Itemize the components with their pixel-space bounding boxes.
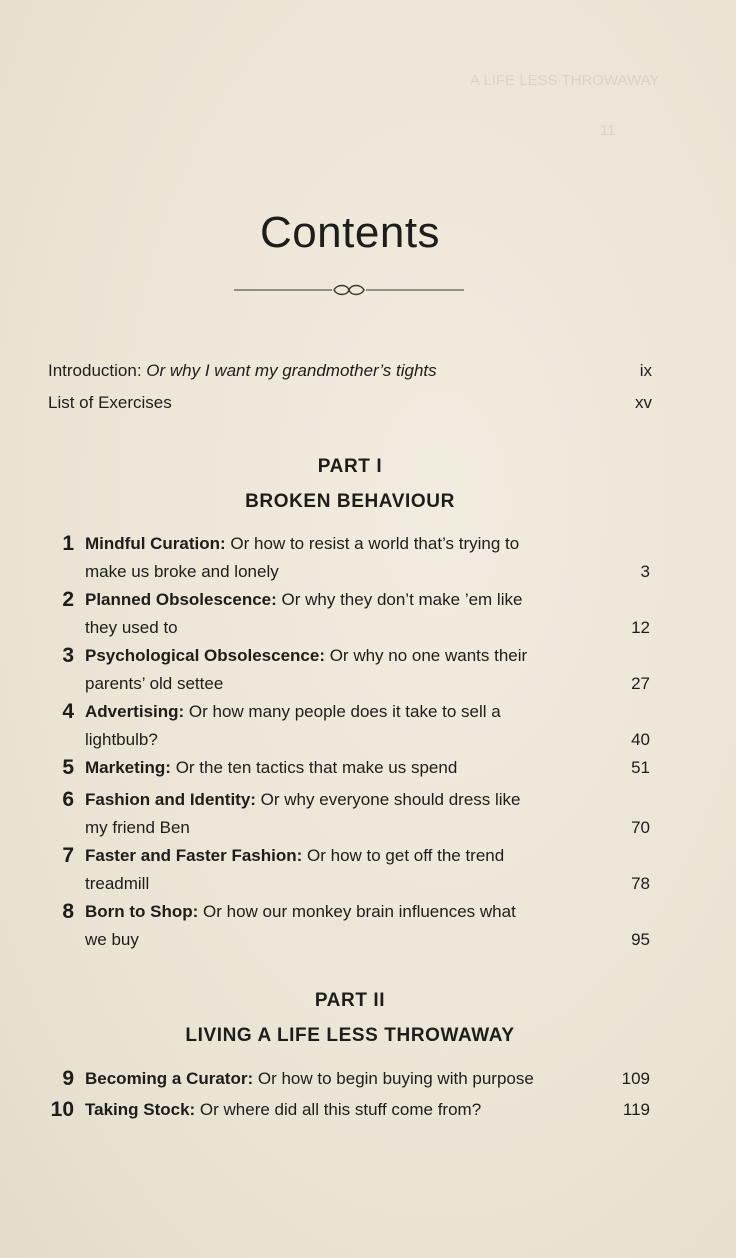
chapter-subtitle: Or how to get off the trend [302,846,505,865]
chapter-number: 9 [62,1067,74,1090]
page-number: ix [639,361,652,380]
show-through-text: A LIFE LESS THROWAWAY [470,72,660,89]
page-number: 95 [631,930,650,949]
toc-entry-chapter-3[interactable] [48,642,650,698]
toc-entry-chapter-8[interactable] [48,898,650,954]
ornament-divider [234,280,464,300]
chapter-number: 1 [62,532,74,555]
toc-entry-introduction[interactable] [48,361,652,381]
chapter-title: Fashion and Identity: [85,790,256,809]
chapter-title: Psychological Obsolescence: [85,646,325,665]
page-number: 40 [631,730,650,749]
chapter-number: 8 [62,900,74,923]
chapter-number: 6 [62,788,74,811]
chapter-subtitle: Or where did all this stuff come from? [195,1100,482,1119]
part-label: PART I [317,456,383,477]
part-title: LIVING A LIFE LESS THROWAWAY [185,1025,515,1046]
page-number: xv [635,393,652,412]
page-number: 78 [631,874,650,893]
toc-entry-chapter-2[interactable] [48,586,650,642]
entry-subtitle: Or why I want my grandmother’s tights [146,361,437,380]
chapter-subtitle: Or how to resist a world that’s trying to [225,534,520,553]
chapter-number: 3 [62,644,74,667]
toc-entry-exercises[interactable] [48,393,652,413]
chapter-subtitle-cont: they used to [85,618,178,637]
chapter-title: Becoming a Curator: [85,1069,254,1088]
chapter-number: 7 [62,844,74,867]
chapter-subtitle-cont: my friend Ben [85,818,190,837]
chapter-subtitle-cont: we buy [85,930,139,949]
chapter-subtitle: Or how our monkey brain influences what [198,902,516,921]
toc-entry-chapter-5[interactable] [48,754,650,782]
chapter-title: Marketing: [85,758,171,777]
chapter-title: Taking Stock: [85,1100,196,1119]
toc-entry-chapter-10[interactable] [48,1096,650,1124]
chapter-number: 10 [50,1098,74,1121]
chapter-subtitle-cont: treadmill [85,874,150,893]
chapter-subtitle-cont: parents’ old settee [85,674,224,693]
toc-entry-chapter-9[interactable] [48,1065,650,1093]
chapter-number: 2 [62,588,74,611]
toc-entry-chapter-4[interactable] [48,698,650,754]
toc-entry-chapter-6[interactable] [48,786,650,842]
entry-label: Introduction: [48,361,147,380]
page-number: 70 [631,818,650,837]
page-number: 27 [631,674,650,693]
chapter-subtitle-cont: lightbulb? [85,730,158,749]
chapter-title: Mindful Curation: [85,534,226,553]
toc-entry-chapter-7[interactable] [48,842,650,898]
chapter-subtitle: Or how to begin buying with purpose [253,1069,534,1088]
page-number: 119 [622,1100,650,1119]
page-number: 3 [640,562,650,581]
chapter-number: 4 [62,700,74,723]
toc-front-matter [48,361,652,413]
show-through-text: 11 [600,122,616,139]
chapter-subtitle: Or why they don’t make ’em like [276,590,523,609]
chapter-title: Faster and Faster Fashion: [85,846,303,865]
page-number: 109 [621,1069,650,1088]
chapter-title: Born to Shop: [85,902,199,921]
chapter-subtitle: Or how many people does it take to sell a [184,702,501,721]
chapter-title: Planned Obsolescence: [85,590,277,609]
chapter-number: 5 [62,756,74,779]
part-title: BROKEN BEHAVIOUR [245,491,455,512]
page-number: 12 [631,618,650,637]
chapter-subtitle: Or why everyone should dress like [255,790,521,809]
chapter-subtitle: Or the ten tactics that make us spend [170,758,458,777]
chapter-subtitle-cont: make us broke and lonely [85,562,279,581]
page-title: Contents [259,208,441,257]
chapter-title: Advertising: [85,702,185,721]
entry-label: List of Exercises [48,393,172,412]
toc-entry-chapter-1[interactable] [48,530,650,586]
part-label: PART II [314,990,386,1011]
chapter-subtitle: Or why no one wants their [324,646,528,665]
page-number: 51 [631,758,650,777]
